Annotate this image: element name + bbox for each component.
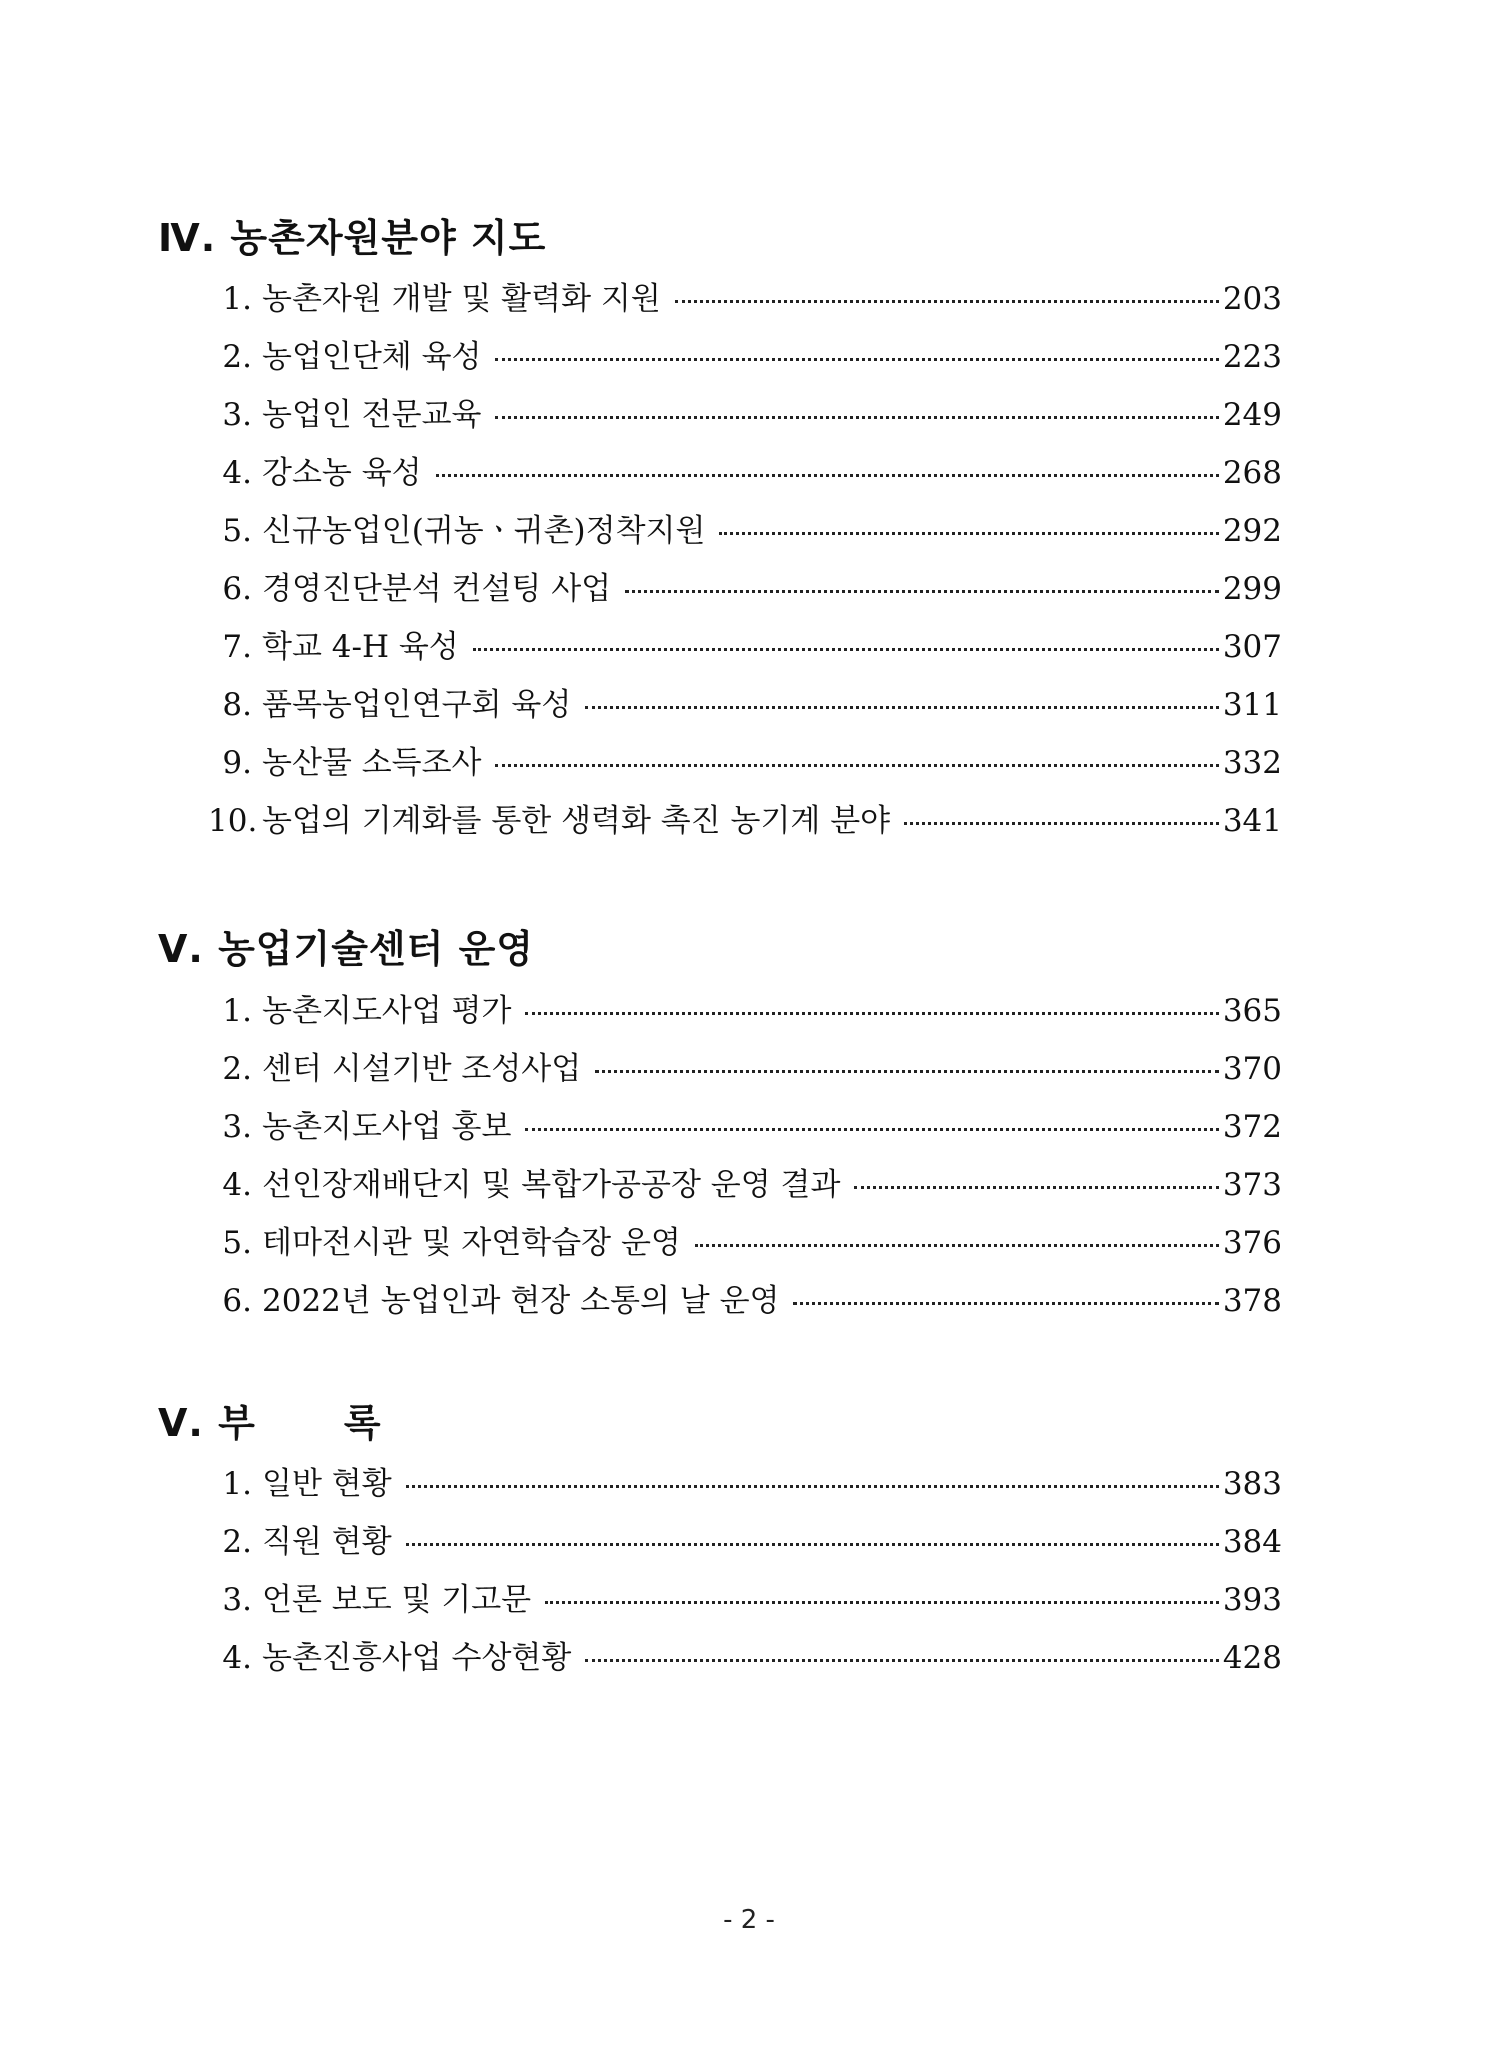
- entry-label: 농촌지도사업 평가: [262, 993, 512, 1029]
- toc-entry[interactable]: [222, 1217, 1282, 1261]
- toc-entry[interactable]: [222, 331, 1282, 375]
- section-title-text: 농촌자원분야 지도: [230, 216, 547, 260]
- toc-entry[interactable]: [222, 621, 1282, 665]
- toc-entry[interactable]: [222, 273, 1282, 317]
- section-title: [158, 918, 534, 973]
- entry-page: 203: [1222, 281, 1282, 317]
- entry-label: 농업인단체 육성: [262, 339, 482, 375]
- dot-leader: [436, 473, 1219, 477]
- toc-entry[interactable]: [222, 447, 1282, 491]
- dot-leader: [525, 1127, 1218, 1131]
- entry-number: 10.: [208, 803, 258, 839]
- entry-label: 품목농업인연구회 육성: [262, 687, 572, 723]
- dot-leader: [473, 647, 1219, 651]
- section-title-text: 농업기술센터 운영: [218, 927, 534, 971]
- entry-page: 292: [1222, 513, 1282, 549]
- toc-entry[interactable]: [222, 679, 1282, 723]
- entry-page: 370: [1222, 1051, 1282, 1087]
- entry-number: 1.: [222, 993, 252, 1029]
- toc-entry[interactable]: [222, 1275, 1282, 1319]
- entry-number: 6.: [222, 1283, 252, 1319]
- entry-number: 9.: [222, 745, 252, 781]
- dot-leader: [495, 357, 1218, 361]
- section-numeral: Ⅴ.: [158, 927, 204, 971]
- dot-leader: [675, 299, 1219, 303]
- entry-number: 4.: [222, 455, 252, 491]
- entry-number: 8.: [222, 687, 252, 723]
- entry-number: 3.: [222, 1109, 252, 1145]
- entry-label: 농업인 전문교육: [262, 397, 482, 433]
- section-title-a: 부: [218, 1401, 256, 1445]
- entry-page: 373: [1222, 1167, 1282, 1203]
- entry-number: 3.: [222, 397, 252, 433]
- entry-page: 372: [1222, 1109, 1282, 1145]
- entry-page: 341: [1222, 803, 1282, 839]
- section-numeral: Ⅴ.: [158, 1401, 204, 1445]
- toc-entry[interactable]: [222, 1043, 1282, 1087]
- toc-entry[interactable]: [222, 389, 1282, 433]
- entry-label: 2022년 농업인과 현장 소통의 날 운영: [262, 1283, 780, 1319]
- dot-leader: [525, 1011, 1218, 1015]
- dot-leader: [585, 1658, 1219, 1662]
- dot-leader: [904, 821, 1219, 825]
- page-number-footer: - 2 -: [723, 1905, 775, 1935]
- entry-page: 268: [1222, 455, 1282, 491]
- entry-label: 농업의 기계화를 통한 생력화 촉진 농기계 분야: [262, 803, 891, 839]
- dot-leader: [695, 1243, 1219, 1247]
- entry-label: 언론 보도 및 기고문: [262, 1582, 532, 1618]
- dot-leader: [585, 705, 1219, 709]
- entry-page: 299: [1222, 571, 1282, 607]
- section-title: [158, 1392, 382, 1447]
- entry-number: 1.: [222, 281, 252, 317]
- entry-label: 직원 현황: [262, 1524, 392, 1560]
- entry-number: 4.: [222, 1167, 252, 1203]
- entry-page: 223: [1222, 339, 1282, 375]
- entry-label: 선인장재배단지 및 복합가공공장 운영 결과: [262, 1167, 841, 1203]
- toc-entry[interactable]: [222, 985, 1282, 1029]
- dot-leader: [854, 1185, 1218, 1189]
- toc-entry[interactable]: [222, 1101, 1282, 1145]
- dot-leader: [595, 1069, 1219, 1073]
- dot-leader: [406, 1484, 1219, 1488]
- toc-entry[interactable]: [222, 563, 1282, 607]
- entry-number: 4.: [222, 1640, 252, 1676]
- entry-page: 311: [1222, 687, 1282, 723]
- entry-number: 2.: [222, 1051, 252, 1087]
- dot-leader: [625, 589, 1219, 593]
- entry-label: 학교 4-H 육성: [262, 629, 459, 665]
- dot-leader: [495, 415, 1218, 419]
- entry-number: 5.: [222, 513, 252, 549]
- dot-leader: [406, 1542, 1219, 1546]
- toc-entry[interactable]: [222, 1458, 1282, 1502]
- toc-entry[interactable]: [222, 737, 1282, 781]
- dot-leader: [793, 1301, 1218, 1305]
- entry-page: 332: [1222, 745, 1282, 781]
- entry-number: 1.: [222, 1466, 252, 1502]
- section-title-b: 록: [343, 1401, 382, 1445]
- section-numeral: Ⅳ.: [158, 216, 217, 260]
- entry-label: 농산물 소득조사: [262, 745, 482, 781]
- entry-label: 테마전시관 및 자연학습장 운영: [262, 1225, 681, 1261]
- toc-entry[interactable]: [222, 505, 1282, 549]
- entry-label: 신규농업인(귀농ㆍ귀촌)정착지원: [262, 513, 706, 549]
- entry-page: 376: [1222, 1225, 1282, 1261]
- toc-entry[interactable]: [208, 795, 1282, 839]
- entry-page: 393: [1222, 1582, 1282, 1618]
- entry-label: 농촌자원 개발 및 활력화 지원: [262, 281, 661, 317]
- entry-page: 249: [1222, 397, 1282, 433]
- entry-page: 383: [1222, 1466, 1282, 1502]
- toc-entry[interactable]: [222, 1632, 1282, 1676]
- toc-entry[interactable]: [222, 1516, 1282, 1560]
- entry-label: 농촌진흥사업 수상현황: [262, 1640, 572, 1676]
- dot-leader: [719, 531, 1218, 535]
- entry-page: 365: [1222, 993, 1282, 1029]
- entry-page: 307: [1222, 629, 1282, 665]
- toc-entry[interactable]: [222, 1159, 1282, 1203]
- entry-page: 428: [1222, 1640, 1282, 1676]
- entry-label: 경영진단분석 컨설팅 사업: [262, 571, 612, 607]
- toc-entry[interactable]: [222, 1574, 1282, 1618]
- entry-number: 2.: [222, 1524, 252, 1560]
- entry-number: 6.: [222, 571, 252, 607]
- dot-leader: [545, 1600, 1219, 1604]
- entry-label: 센터 시설기반 조성사업: [262, 1051, 582, 1087]
- section-title: [158, 207, 546, 262]
- entry-label: 농촌지도사업 홍보: [262, 1109, 512, 1145]
- entry-page: 384: [1222, 1524, 1282, 1560]
- entry-number: 5.: [222, 1225, 252, 1261]
- entry-number: 2.: [222, 339, 252, 375]
- entry-label: 일반 현황: [262, 1466, 392, 1502]
- entry-number: 3.: [222, 1582, 252, 1618]
- entry-number: 7.: [222, 629, 252, 665]
- entry-page: 378: [1222, 1283, 1282, 1319]
- entry-label: 강소농 육성: [262, 455, 422, 491]
- dot-leader: [495, 763, 1218, 767]
